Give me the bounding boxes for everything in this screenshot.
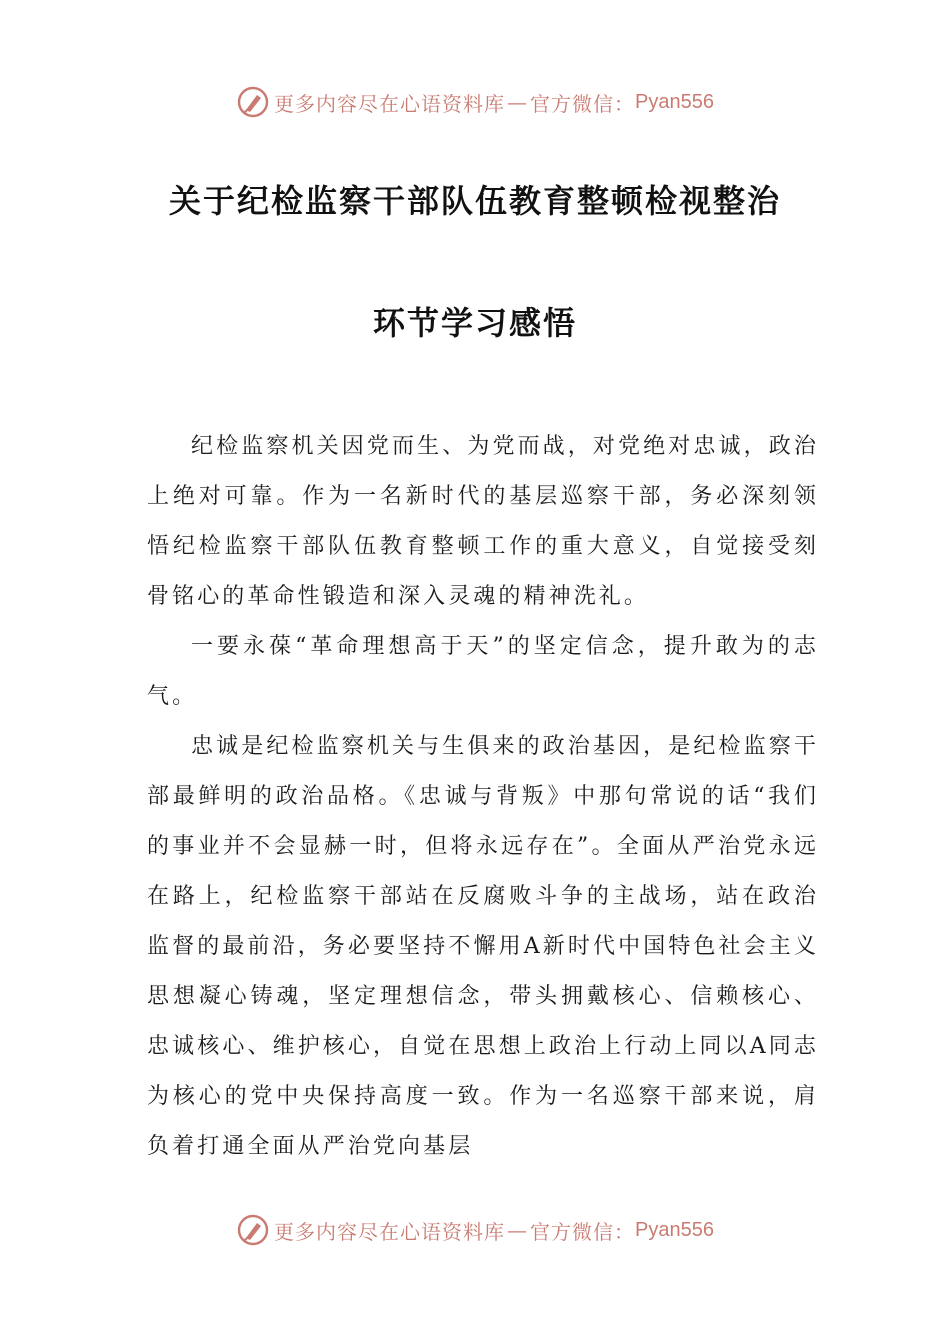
pen-nib-logo-icon <box>236 85 270 119</box>
watermark-separator: — <box>507 90 529 114</box>
document-body <box>147 422 819 1172</box>
watermark-text: 更多内容尽在心语资料库 <box>274 1219 506 1244</box>
watermark-wechat-label: 官方微信： <box>530 1219 636 1244</box>
watermark-wechat-label: 官方微信： <box>530 91 636 116</box>
document-title-line2: 环节学习感悟 <box>372 304 577 342</box>
paragraph: 纪检监察机关因党而生、为党而战，对党绝对忠诚，政治上绝对可靠。作为一名新时代的基层巡察干部，务必深刻领悟纪检监察干部队伍教育整顿工作的重大意义，自觉接受刻骨铭心的革命性锻造和深入灵魂的精神洗礼。 <box>147 434 819 609</box>
watermark-wechat-id: Pyan556 <box>635 1218 714 1241</box>
paragraph: 忠诚是纪检监察机关与生俱来的政治基因，是纪检监察干部最鲜明的政治品格。《忠诚与背叛》中那句常说的话“我们的事业并不会显赫一时，但将永远存在”。全面从严治党永远在路上，纪检监察干部站在反腐败斗争的主战场，站在政治监督的最前沿，务必要坚持不懈用A新时代中国特色社会主义思想凝心铸魂，坚定理想信念，带头拥戴核心、信赖核心、忠诚核心、维护核心，自觉在思想上政治上行动上同以A同志为核心的党中央保持高度一致。作为一名巡察干部来说，肩负着打通全面从严治党向基层 <box>147 734 819 1159</box>
pen-nib-logo-icon <box>236 1213 270 1247</box>
paragraph: 一要永葆“革命理想高于天”的坚定信念，提升敢为的志气。 <box>147 634 819 709</box>
header-watermark <box>0 82 950 122</box>
watermark-wechat-id: Pyan556 <box>635 90 714 113</box>
watermark-separator: — <box>507 1218 529 1242</box>
footer-watermark <box>0 1210 950 1250</box>
watermark-text: 更多内容尽在心语资料库 <box>274 91 506 116</box>
document-title-line1: 关于纪检监察干部队伍教育整顿检视整治 <box>168 182 781 220</box>
